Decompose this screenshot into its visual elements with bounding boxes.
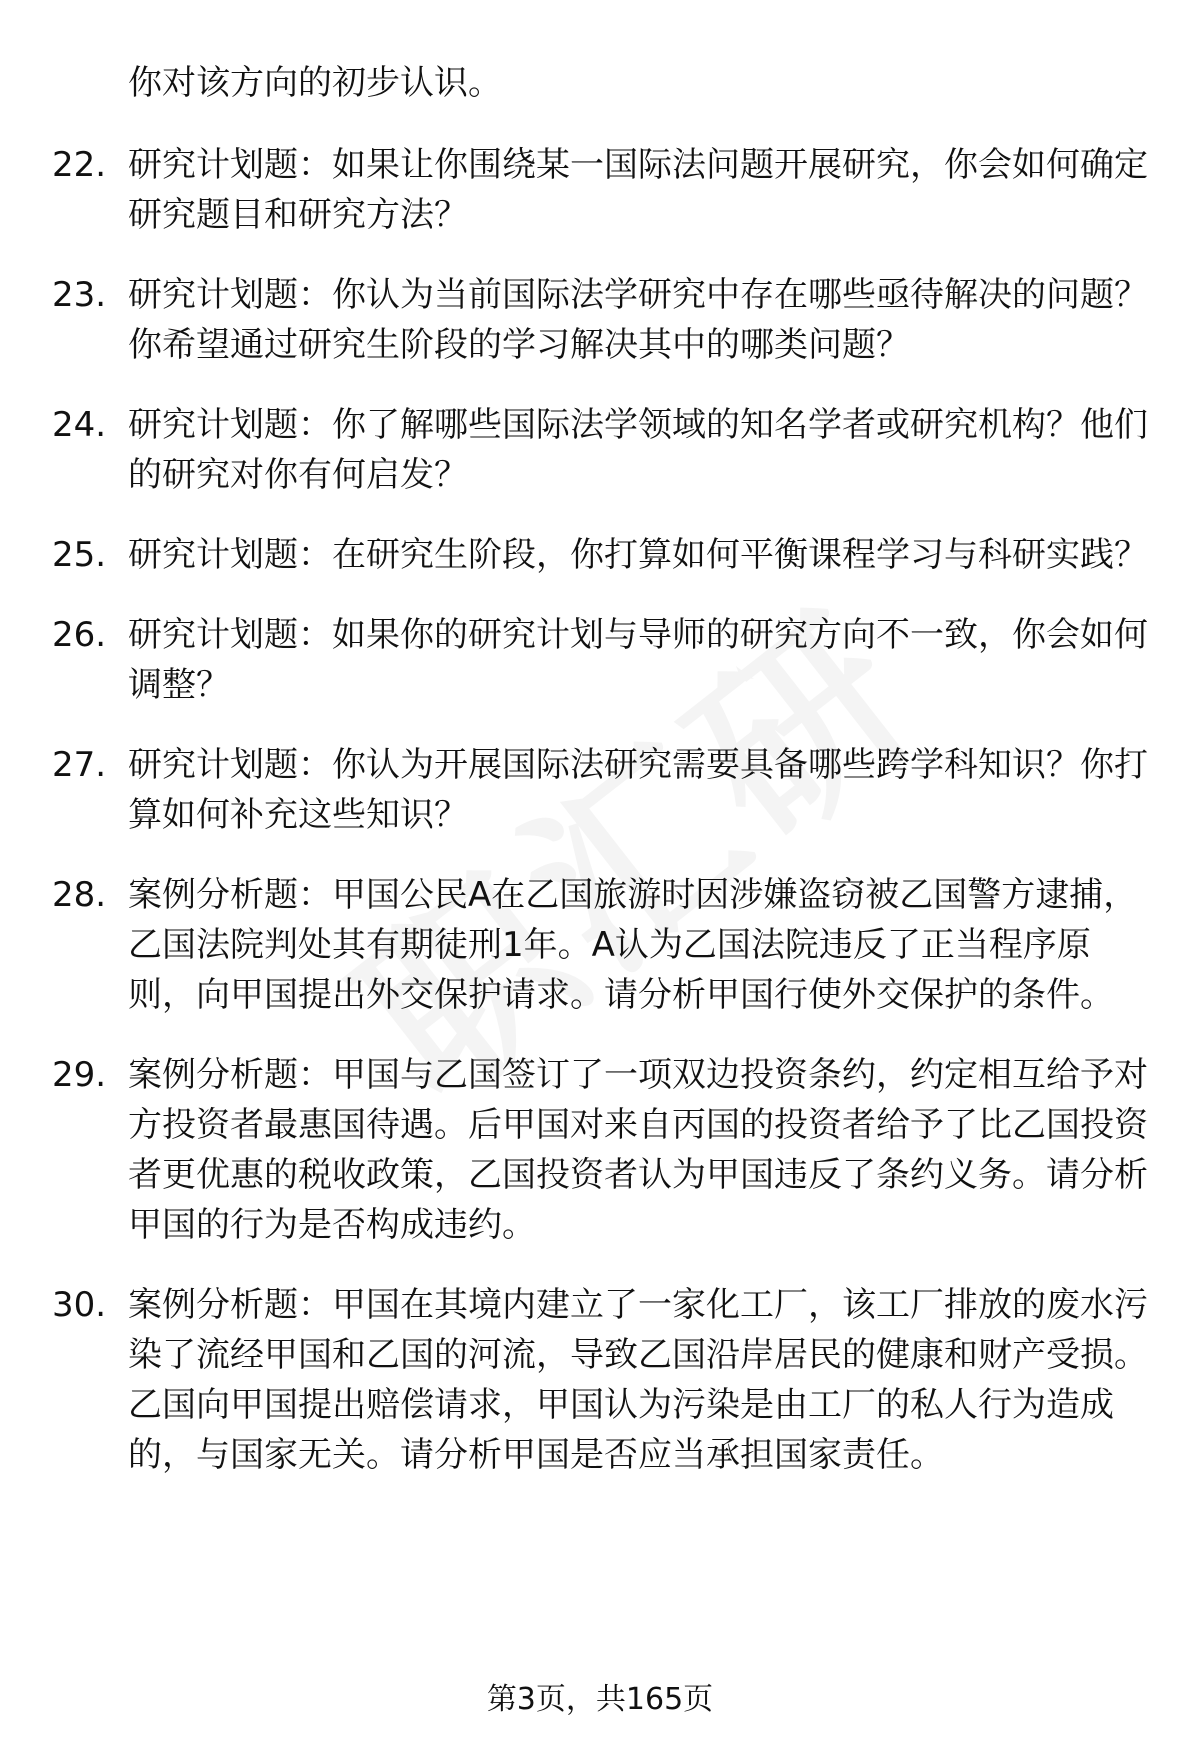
question-text: 研究计划题：你认为当前国际法学研究中存在哪些亟待解决的问题？你希望通过研究生阶段的学习解决其中的哪类问题？ bbox=[128, 275, 1148, 365]
question-number: 30. bbox=[52, 1285, 107, 1325]
question-text: 研究计划题：如果让你围绕某一国际法问题开展研究，你会如何确定研究题目和研究方法？ bbox=[128, 145, 1148, 235]
question-text: 研究计划题：你认为开展国际法研究需要具备哪些跨学科知识？你打算如何补充这些知识？ bbox=[128, 745, 1148, 835]
question-number: 24. bbox=[52, 405, 107, 445]
question-item-27 bbox=[52, 740, 1162, 840]
continuation-text: 你对该方向的初步认识。 bbox=[128, 63, 502, 103]
question-item-26 bbox=[52, 610, 1162, 710]
question-number: 29. bbox=[52, 1055, 107, 1095]
question-number: 27. bbox=[52, 745, 107, 785]
question-text: 案例分析题：甲国公民A在乙国旅游时因涉嫌盗窃被乙国警方逮捕，乙国法院判处其有期徒刑1年。A认为乙国法院违反了正当程序原则，向甲国提出外交保护请求。请分析甲国行使外交保护的条件。 bbox=[128, 875, 1138, 1015]
question-list bbox=[52, 140, 1162, 1510]
question-item-24 bbox=[52, 400, 1162, 500]
question-item-22 bbox=[52, 140, 1162, 240]
question-number: 22. bbox=[52, 145, 107, 185]
question-text: 研究计划题：你了解哪些国际法学领域的知名学者或研究机构？他们的研究对你有何启发？ bbox=[128, 405, 1148, 495]
question-text: 案例分析题：甲国在其境内建立了一家化工厂，该工厂排放的废水污染了流经甲国和乙国的河流，导致乙国沿岸居民的健康和财产受损。乙国向甲国提出赔偿请求，甲国认为污染是由工厂的私人行为造成的，与国家无关。请分析甲国是否应当承担国家责任。 bbox=[128, 1285, 1148, 1475]
question-text: 研究计划题：在研究生阶段，你打算如何平衡课程学习与科研实践？ bbox=[128, 535, 1148, 575]
question-item-28 bbox=[52, 870, 1162, 1020]
question-item-23 bbox=[52, 270, 1162, 370]
question-number: 23. bbox=[52, 275, 107, 315]
question-number: 26. bbox=[52, 615, 107, 655]
question-item-29 bbox=[52, 1050, 1162, 1250]
question-item-30 bbox=[52, 1280, 1162, 1480]
page-footer: 第3页，共165页 bbox=[486, 1682, 714, 1717]
question-text: 研究计划题：如果你的研究计划与导师的研究方向不一致，你会如何调整？ bbox=[128, 615, 1148, 705]
question-text: 案例分析题：甲国与乙国签订了一项双边投资条约，约定相互给予对方投资者最惠国待遇。后甲国对来自丙国的投资者给予了比乙国投资者更优惠的税收政策，乙国投资者认为甲国违反了条约义务。请分析甲国的行为是否构成违约。 bbox=[128, 1055, 1148, 1245]
question-number: 25. bbox=[52, 535, 107, 575]
question-item-25 bbox=[52, 530, 1162, 580]
question-number: 28. bbox=[52, 875, 107, 915]
